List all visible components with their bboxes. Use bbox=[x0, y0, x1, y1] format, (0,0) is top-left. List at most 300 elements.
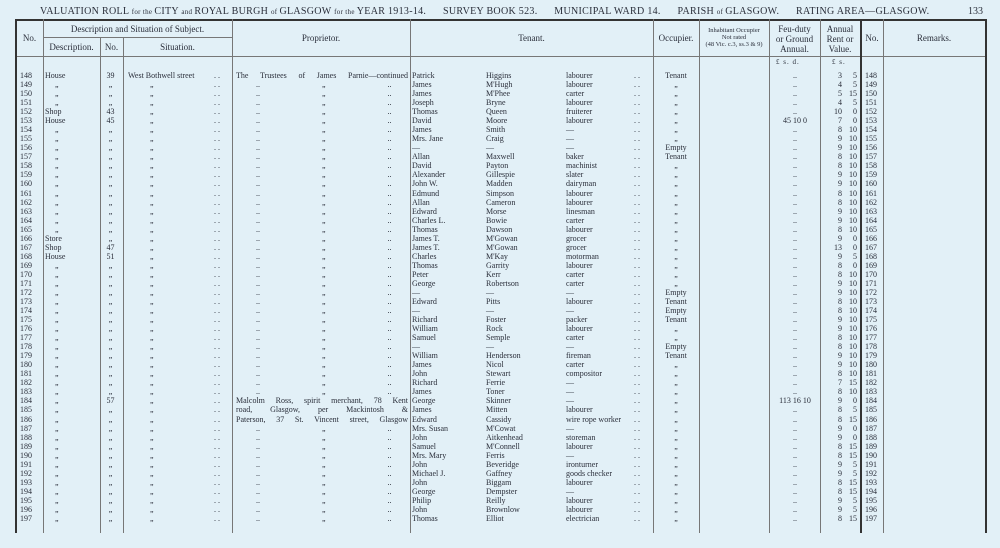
tenant-occupation: labourer bbox=[566, 71, 593, 80]
rent-shillings: 10 bbox=[849, 278, 857, 288]
leader-dots: . . bbox=[214, 378, 220, 388]
title-segment: GLASGOW. RATING AREA—GLASGOW. bbox=[725, 6, 930, 17]
occupier: Tenant bbox=[665, 71, 687, 80]
leader-dots: . . bbox=[634, 324, 640, 334]
street-number: „ bbox=[108, 278, 113, 288]
leader-dots: . . bbox=[634, 170, 640, 180]
situation: „ bbox=[150, 98, 154, 108]
leader-dots: . . bbox=[214, 278, 220, 288]
table-row bbox=[0, 161, 1000, 170]
description: „ bbox=[55, 315, 59, 325]
rent-pounds: 8 bbox=[838, 224, 842, 234]
leader-dots: . . bbox=[634, 287, 640, 297]
situation: „ bbox=[150, 107, 154, 117]
tenant-occupation: goods checker bbox=[566, 468, 612, 478]
tenant-occupation: carter bbox=[566, 278, 585, 288]
row-number: 188 bbox=[20, 432, 32, 442]
row-number-right: 191 bbox=[865, 459, 877, 469]
rent-pounds: 9 bbox=[838, 468, 842, 478]
description: „ bbox=[55, 215, 59, 225]
tenant-surname: Moore bbox=[486, 116, 508, 126]
situation: „ bbox=[150, 423, 154, 433]
leader-dots: . . bbox=[634, 260, 640, 270]
row-number-right: 188 bbox=[865, 432, 877, 442]
leader-dots: . . bbox=[214, 441, 220, 451]
leader-dots: . . bbox=[214, 486, 220, 496]
occupier: „ bbox=[674, 80, 678, 90]
street-number: 43 bbox=[106, 107, 115, 117]
situation: „ bbox=[150, 513, 154, 523]
tenant-surname: Kerr bbox=[486, 269, 501, 279]
tenant-occupation: labourer bbox=[566, 495, 593, 505]
row-number: 167 bbox=[20, 242, 32, 252]
feu-duty: .. bbox=[793, 80, 797, 90]
tenant-first-name: Alexander bbox=[412, 170, 446, 180]
row-number: 194 bbox=[20, 486, 32, 496]
rent-shillings: 5 bbox=[853, 459, 857, 469]
tenant-first-name: Charles bbox=[412, 251, 437, 261]
situation: „ bbox=[150, 170, 154, 180]
tenant-first-name: Richard bbox=[412, 315, 438, 325]
proprietor: .. „ .. bbox=[256, 315, 392, 325]
table-row bbox=[0, 279, 1000, 288]
row-number: 148 bbox=[20, 71, 32, 80]
row-number: 193 bbox=[20, 477, 32, 487]
leader-dots: . . bbox=[214, 161, 220, 171]
street-number: „ bbox=[108, 179, 113, 189]
proprietor: .. „ .. bbox=[256, 342, 392, 352]
rent-pounds: 8 bbox=[838, 342, 842, 352]
leader-dots: . . bbox=[634, 387, 640, 397]
description: „ bbox=[55, 170, 59, 180]
table-row bbox=[0, 198, 1000, 207]
street-number: „ bbox=[108, 197, 113, 207]
street-number: „ bbox=[108, 414, 113, 424]
leader-dots: . . bbox=[214, 414, 220, 424]
row-number: 184 bbox=[20, 396, 32, 406]
street-number: „ bbox=[108, 468, 113, 478]
header-feu-duty bbox=[769, 24, 820, 54]
leader-dots: . . bbox=[634, 179, 640, 189]
tenant-first-name: James bbox=[412, 387, 432, 397]
occupier: „ bbox=[674, 468, 678, 478]
table-row bbox=[0, 360, 1000, 369]
proprietor: .. „ .. bbox=[256, 306, 392, 316]
feu-duty: .. bbox=[793, 297, 797, 306]
rent-shillings: 5 bbox=[853, 468, 857, 478]
row-number-right: 193 bbox=[865, 477, 877, 487]
table-row bbox=[0, 324, 1000, 333]
table-row bbox=[0, 433, 1000, 442]
rent-pounds: 7 bbox=[838, 378, 842, 388]
proprietor: Paterson, 37 St. Vincent street, Glasgow bbox=[236, 414, 408, 424]
situation: „ bbox=[150, 188, 154, 198]
feu-duty: .. bbox=[793, 306, 797, 316]
feu-duty: .. bbox=[793, 369, 797, 379]
header-rent-line3: Value. bbox=[828, 44, 852, 54]
table-row bbox=[0, 261, 1000, 270]
rent-shillings: 10 bbox=[849, 287, 857, 297]
occupier: „ bbox=[674, 414, 678, 424]
tenant-first-name: James T. bbox=[412, 242, 440, 252]
occupier: „ bbox=[674, 224, 678, 234]
row-number: 190 bbox=[20, 450, 32, 460]
leader-dots: . . bbox=[634, 297, 640, 306]
table-row bbox=[0, 98, 1000, 107]
tenant-occupation: — bbox=[566, 396, 574, 406]
tenant-occupation: labourer bbox=[566, 477, 593, 487]
tenant-surname: M'Cowat bbox=[486, 423, 516, 433]
leader-dots: . . bbox=[634, 504, 640, 514]
leader-dots: . . bbox=[634, 107, 640, 117]
leader-dots: . . bbox=[214, 360, 220, 370]
proprietor: .. „ .. bbox=[256, 269, 392, 279]
leader-dots: . . bbox=[634, 396, 640, 406]
table-row bbox=[0, 243, 1000, 252]
rent-pounds: 8 bbox=[838, 387, 842, 397]
row-number-right: 181 bbox=[865, 369, 877, 379]
tenant-occupation: grocer bbox=[566, 242, 587, 252]
row-number-right: 151 bbox=[865, 98, 877, 108]
rent-shillings: 15 bbox=[849, 477, 857, 487]
tenant-surname: M'Gowan bbox=[486, 242, 518, 252]
row-number-right: 171 bbox=[865, 278, 877, 288]
tenant-occupation: grocer bbox=[566, 233, 587, 243]
tenant-occupation: dairyman bbox=[566, 179, 597, 189]
leader-dots: . . bbox=[214, 495, 220, 505]
row-number-right: 190 bbox=[865, 450, 877, 460]
rent-shillings: 10 bbox=[849, 134, 857, 144]
description: „ bbox=[55, 450, 59, 460]
leader-dots: . . bbox=[634, 414, 640, 424]
row-number: 154 bbox=[20, 125, 32, 135]
proprietor: .. „ .. bbox=[256, 80, 392, 90]
header-inhabitant-line2: Not rated bbox=[721, 34, 747, 41]
description: „ bbox=[55, 432, 59, 442]
street-number: „ bbox=[108, 143, 113, 153]
description: „ bbox=[55, 414, 59, 424]
occupier: „ bbox=[674, 486, 678, 496]
rent-shillings: 5 bbox=[853, 251, 857, 261]
proprietor: .. „ .. bbox=[256, 152, 392, 162]
table-row bbox=[0, 424, 1000, 433]
table-row bbox=[0, 442, 1000, 451]
row-number-right: 183 bbox=[865, 387, 877, 397]
tenant-occupation: carter bbox=[566, 269, 585, 279]
occupier: „ bbox=[674, 206, 678, 216]
rent-shillings: 10 bbox=[849, 360, 857, 370]
feu-duty: .. bbox=[793, 333, 797, 343]
tenant-first-name: Allan bbox=[412, 152, 430, 162]
description: „ bbox=[55, 396, 59, 406]
row-number: 171 bbox=[20, 278, 32, 288]
tenant-surname: Skinner bbox=[486, 396, 511, 406]
description: „ bbox=[55, 504, 59, 514]
feu-duty: .. bbox=[793, 495, 797, 505]
rent-pounds: 8 bbox=[838, 405, 842, 415]
occupier: „ bbox=[674, 269, 678, 279]
tenant-surname: Aitkenhead bbox=[486, 432, 523, 442]
tenant-occupation: — bbox=[566, 143, 574, 153]
situation: „ bbox=[150, 143, 154, 153]
leader-dots: . . bbox=[214, 224, 220, 234]
occupier: „ bbox=[674, 98, 678, 108]
tenant-first-name: Edward bbox=[412, 206, 437, 216]
tenant-first-name: — bbox=[412, 287, 420, 297]
row-number: 182 bbox=[20, 378, 32, 388]
tenant-surname: — bbox=[486, 306, 494, 316]
proprietor: .. „ .. bbox=[256, 134, 392, 144]
tenant-first-name: John bbox=[412, 477, 428, 487]
row-number-right: 160 bbox=[865, 179, 877, 189]
proprietor: .. „ .. bbox=[256, 89, 392, 99]
occupier: „ bbox=[674, 324, 678, 334]
table-row bbox=[0, 369, 1000, 378]
tenant-occupation: — bbox=[566, 378, 574, 388]
leader-dots: . . bbox=[634, 152, 640, 162]
proprietor: .. „ .. bbox=[256, 297, 392, 306]
feu-duty: .. bbox=[793, 161, 797, 171]
occupier: „ bbox=[674, 387, 678, 397]
situation: „ bbox=[150, 287, 154, 297]
table-row bbox=[0, 487, 1000, 496]
feu-duty: .. bbox=[793, 468, 797, 478]
tenant-first-name: Allan bbox=[412, 197, 430, 207]
tenant-first-name: James bbox=[412, 89, 432, 99]
rent-pounds: 8 bbox=[838, 486, 842, 496]
leader-dots: . . bbox=[214, 387, 220, 397]
description: „ bbox=[55, 486, 59, 496]
leader-dots: . . bbox=[634, 315, 640, 325]
street-number: „ bbox=[108, 260, 113, 270]
rent-shillings: 10 bbox=[849, 125, 857, 135]
tenant-surname: Simpson bbox=[486, 188, 515, 198]
table-row bbox=[0, 387, 1000, 396]
feu-duty: .. bbox=[793, 378, 797, 388]
tenant-surname: — bbox=[486, 143, 494, 153]
row-number: 158 bbox=[20, 161, 32, 171]
situation: „ bbox=[150, 468, 154, 478]
row-number-right: 155 bbox=[865, 134, 877, 144]
tenant-first-name: Edward bbox=[412, 297, 437, 306]
feu-duty: .. bbox=[793, 504, 797, 514]
row-number-right: 172 bbox=[865, 287, 877, 297]
rent-shillings: 10 bbox=[849, 333, 857, 343]
table-row bbox=[0, 207, 1000, 216]
tenant-occupation: slater bbox=[566, 170, 584, 180]
situation: „ bbox=[150, 197, 154, 207]
tenant-first-name: James bbox=[412, 360, 432, 370]
row-number: 157 bbox=[20, 152, 32, 162]
tenant-surname: Mitten bbox=[486, 405, 508, 415]
occupier: „ bbox=[674, 432, 678, 442]
rent-pounds: 13 bbox=[834, 242, 842, 252]
street-number: 39 bbox=[106, 71, 115, 80]
leader-dots: . . bbox=[214, 134, 220, 144]
description: „ bbox=[55, 161, 59, 171]
header-inhabitant-line3: (48 Vic. c.3, ss.3 & 9) bbox=[705, 41, 763, 48]
row-number-right: 157 bbox=[865, 152, 877, 162]
leader-dots: . . bbox=[214, 152, 220, 162]
situation: „ bbox=[150, 233, 154, 243]
table-row bbox=[0, 496, 1000, 505]
leader-dots: . . bbox=[214, 432, 220, 442]
leader-dots: . . bbox=[214, 197, 220, 207]
leader-dots: . . bbox=[214, 179, 220, 189]
header-inhabitant bbox=[699, 27, 769, 48]
rent-shillings: 5 bbox=[853, 504, 857, 514]
row-number: 189 bbox=[20, 441, 32, 451]
occupier: „ bbox=[674, 477, 678, 487]
row-number: 185 bbox=[20, 405, 32, 415]
feu-duty: .. bbox=[793, 414, 797, 424]
header-feu-line2: or Ground bbox=[775, 34, 814, 44]
feu-duty: .. bbox=[793, 179, 797, 189]
row-number: 192 bbox=[20, 468, 32, 478]
tenant-surname: Bowie bbox=[486, 215, 507, 225]
row-number-right: 165 bbox=[865, 224, 877, 234]
row-number: 149 bbox=[20, 80, 32, 90]
feu-duty: .. bbox=[793, 315, 797, 325]
row-number: 170 bbox=[20, 269, 32, 279]
leader-dots: . . bbox=[634, 333, 640, 343]
feu-duty: .. bbox=[793, 143, 797, 153]
street-number: „ bbox=[108, 477, 113, 487]
row-number-right: 184 bbox=[865, 396, 877, 406]
tenant-occupation: labourer bbox=[566, 260, 593, 270]
occupier: „ bbox=[674, 242, 678, 252]
tenant-occupation: — bbox=[566, 387, 574, 397]
feu-duty: .. bbox=[793, 278, 797, 288]
tenant-first-name: John bbox=[412, 369, 428, 379]
tenant-surname: M'Phee bbox=[486, 89, 511, 99]
description: „ bbox=[55, 80, 59, 90]
tenant-first-name: George bbox=[412, 486, 436, 496]
situation: „ bbox=[150, 324, 154, 334]
leader-dots: . . bbox=[214, 459, 220, 469]
rent-pounds: 9 bbox=[838, 315, 842, 325]
rent-shillings: 10 bbox=[849, 206, 857, 216]
tenant-first-name: Michael J. bbox=[412, 468, 446, 478]
rent-pounds: 10 bbox=[834, 107, 842, 117]
table-row bbox=[0, 297, 1000, 306]
table-row bbox=[0, 252, 1000, 261]
tenant-surname: Craig bbox=[486, 134, 504, 144]
tenant-first-name: George bbox=[412, 278, 436, 288]
leader-dots: . . bbox=[634, 459, 640, 469]
table-row bbox=[0, 170, 1000, 179]
tenant-first-name: Peter bbox=[412, 269, 429, 279]
row-number-right: 187 bbox=[865, 423, 877, 433]
description: „ bbox=[55, 423, 59, 433]
rent-shillings: 0 bbox=[853, 116, 857, 126]
tenant-surname: M'Kay bbox=[486, 251, 508, 261]
table-row bbox=[0, 333, 1000, 342]
tenant-surname: Ferrie bbox=[486, 378, 506, 388]
street-number: „ bbox=[108, 188, 113, 198]
rent-pounds: 8 bbox=[838, 369, 842, 379]
tenant-occupation: — bbox=[566, 287, 574, 297]
feu-duty: .. bbox=[793, 423, 797, 433]
rent-pounds: 8 bbox=[838, 477, 842, 487]
row-number-right: 192 bbox=[865, 468, 877, 478]
leader-dots: . . bbox=[634, 161, 640, 171]
street-number: „ bbox=[108, 306, 113, 316]
description: „ bbox=[55, 342, 59, 352]
street-number: „ bbox=[108, 333, 113, 343]
description: „ bbox=[55, 125, 59, 135]
row-number: 172 bbox=[20, 287, 32, 297]
rent-pounds: 9 bbox=[838, 206, 842, 216]
tenant-first-name: Samuel bbox=[412, 333, 436, 343]
table-row bbox=[0, 315, 1000, 324]
row-number-right: 159 bbox=[865, 170, 877, 180]
table-row bbox=[0, 405, 1000, 414]
tenant-occupation: labourer bbox=[566, 441, 593, 451]
rent-shillings: 10 bbox=[849, 351, 857, 361]
rent-shillings: 15 bbox=[849, 486, 857, 496]
situation: „ bbox=[150, 333, 154, 343]
proprietor: .. „ .. bbox=[256, 116, 392, 126]
situation: „ bbox=[150, 315, 154, 325]
leader-dots: . . bbox=[634, 306, 640, 316]
leader-dots: . . bbox=[214, 116, 220, 126]
row-number-right: 174 bbox=[865, 306, 877, 316]
tenant-occupation: — bbox=[566, 125, 574, 135]
rent-shillings: 0 bbox=[853, 396, 857, 406]
leader-dots: . . bbox=[214, 89, 220, 99]
rent-pounds: 9 bbox=[838, 324, 842, 334]
table-row bbox=[0, 505, 1000, 514]
title-segment: for the bbox=[334, 8, 357, 16]
tenant-first-name: William bbox=[412, 324, 438, 334]
title-segment: for the bbox=[131, 8, 155, 16]
rent-pounds: 8 bbox=[838, 513, 842, 523]
occupier: „ bbox=[674, 495, 678, 505]
table-row bbox=[0, 514, 1000, 523]
feu-duty: .. bbox=[793, 71, 797, 80]
leader-dots: . . bbox=[214, 80, 220, 90]
feu-duty: .. bbox=[793, 342, 797, 352]
tenant-surname: Foster bbox=[486, 315, 506, 325]
occupier: „ bbox=[674, 450, 678, 460]
leader-dots: . . bbox=[214, 306, 220, 316]
rent-pounds: 8 bbox=[838, 197, 842, 207]
description: Shop bbox=[45, 107, 62, 117]
leader-dots: . . bbox=[214, 513, 220, 523]
leader-dots: . . bbox=[634, 269, 640, 279]
row-number: 168 bbox=[20, 251, 32, 261]
tenant-occupation: — bbox=[566, 306, 574, 316]
situation: „ bbox=[150, 134, 154, 144]
leader-dots: . . bbox=[634, 188, 640, 198]
tenant-occupation: wire rope worker bbox=[566, 414, 622, 424]
description: „ bbox=[55, 333, 59, 343]
rent-pounds: 8 bbox=[838, 297, 842, 306]
street-number: „ bbox=[108, 486, 113, 496]
row-number-right: 154 bbox=[865, 125, 877, 135]
leader-dots: . . bbox=[214, 468, 220, 478]
rent-shillings: 10 bbox=[849, 143, 857, 153]
table-row bbox=[0, 396, 1000, 405]
rent-pounds: 4 bbox=[838, 80, 842, 90]
tenant-surname: Elliot bbox=[486, 513, 504, 523]
occupier: „ bbox=[674, 504, 678, 514]
street-number: „ bbox=[108, 495, 113, 505]
description: „ bbox=[55, 143, 59, 153]
occupier: „ bbox=[674, 278, 678, 288]
leader-dots: . . bbox=[214, 342, 220, 352]
